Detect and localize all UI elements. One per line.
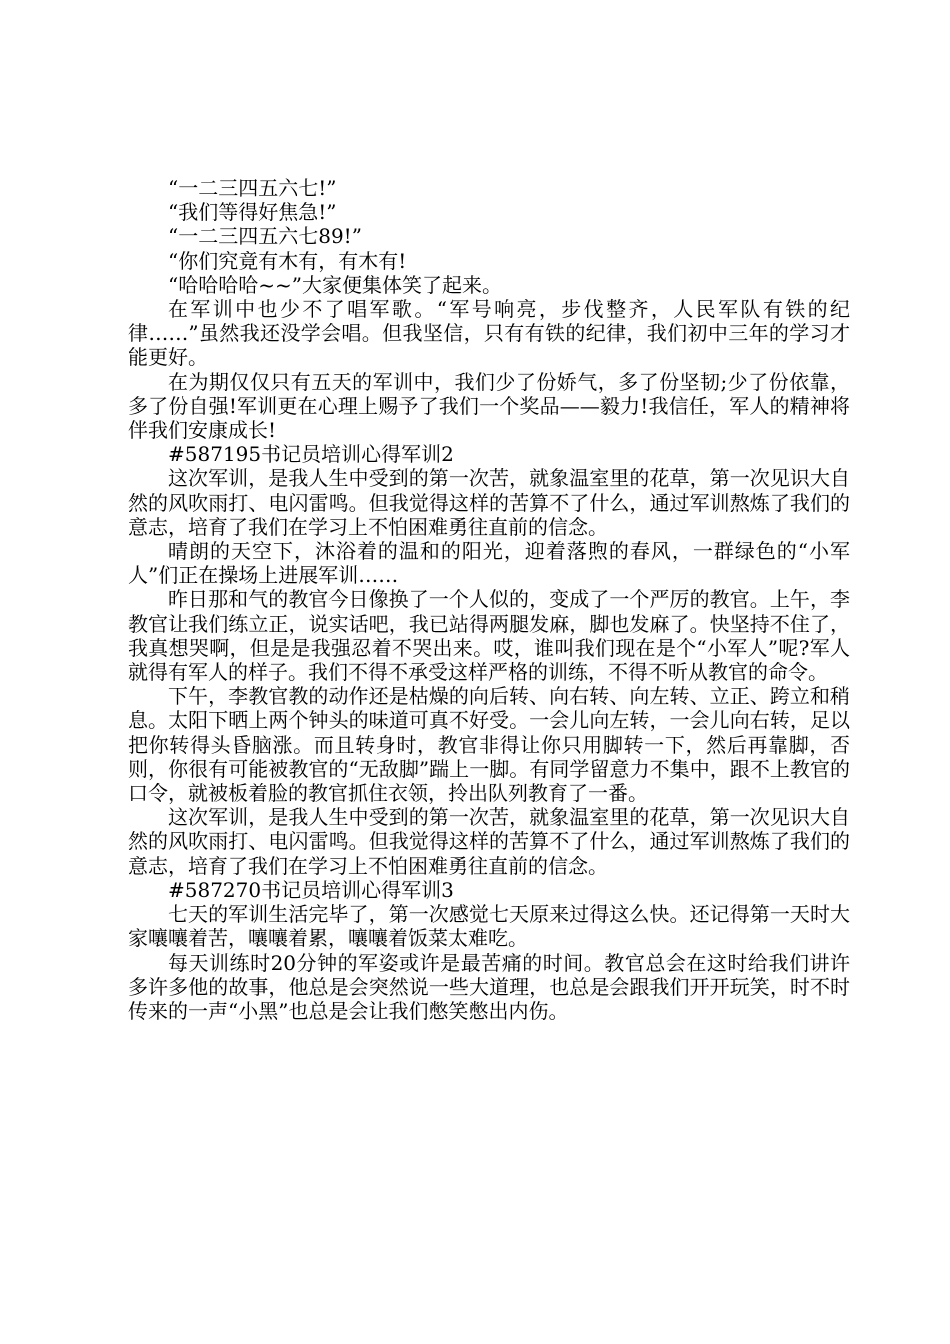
paragraph: “一二三四五六七!” — [168, 176, 337, 200]
section-heading: #587270书记员培训心得军训3 — [168, 877, 454, 902]
paragraph: 下午，李教官教的动作还是枯燥的向后转、向右转、向左转、立正、跨立和稍息。太阳下晒上两个钟头的味道可真不好受。一会儿向左转，一会儿向右转，足以把你转得头昏脑涨。而且转身时，教官非得让你只用脚转一下，然后再靠脚，否则，你很有可能被教官的“无敌脚”踹上一脚。有同学留意力不集中，跟不上教官的口令，就被板着脸的教官抓住衣领，拎出队列教育了一番。 — [128, 684, 850, 806]
paragraph: 七天的军训生活完毕了，第一次感觉七天原来过得这么快。还记得第一天时大家嚷嚷着苦，嚷嚷着累，嚷嚷着饭菜太难吃。 — [128, 902, 850, 951]
paragraph: “哈哈哈哈~~”大家便集体笑了起来。 — [168, 272, 502, 297]
paragraph: 在为期仅仅只有五天的军训中，我们少了份娇气，多了份坚韧;少了份依靠，多了份自强!军训更在心理上赐予了我们一个奖品——毅力!我信任，军人的精神将伴我们安康成长! — [128, 369, 850, 443]
paragraph: 昨日那和气的教官今日像换了一个人似的，变成了一个严厉的教官。上午，李教官让我们练立正，说实话吧，我已站得两腿发麻，脚也发麻了。快坚持不住了，我真想哭啊，但是是我强忍着不哭出来。哎，谁叫我们现在是个“小军人”呢?军人就得有军人的样子。我们不得不承受这样严格的训练，不得不听从教官的命令。 — [128, 587, 850, 685]
paragraph: 这次军训，是我人生中受到的第一次苦，就象温室里的花草，第一次见识大自然的风吹雨打、电闪雷鸣。但我觉得这样的苦算不了什么，通过军训熬炼了我们的意志，培育了我们在学习上不怕困难勇往直前的信念。 — [128, 466, 850, 539]
paragraph: 每天训练时20分钟的军姿或许是最苦痛的时间。教官总会在这时给我们讲许多许多他的故事，他总是会突然说一些大道理，也总是会跟我们开开玩笑，时不时传来的一声“小黑”也总是会让我们憋笑憋出内伤。 — [128, 950, 850, 1023]
paragraph: 在军训中也少不了唱军歌。“军号响亮，步伐整齐，人民军队有铁的纪律……”虽然我还没学会唱。但我坚信，只有有铁的纪律，我们初中三年的学习才能更好。 — [128, 297, 850, 370]
paragraph: 这次军训，是我人生中受到的第一次苦，就象温室里的花草，第一次见识大自然的风吹雨打、电闪雷鸣。但我觉得这样的苦算不了什么，通过军训熬炼了我们的意志，培育了我们在学习上不怕困难勇往直前的信念。 — [128, 805, 850, 878]
paragraph: 晴朗的天空下，沐浴着的温和的阳光，迎着落煦的春风，一群绿色的“小军人”们正在操场上进展军训…… — [128, 539, 850, 588]
document-body — [128, 176, 850, 1023]
paragraph: “你们究竟有木有，有木有! — [168, 248, 407, 273]
paragraph: “一二三四五六七89!” — [168, 224, 362, 249]
paragraph: “我们等得好焦急!” — [168, 200, 337, 225]
section-heading: #587195书记员培训心得军训2 — [168, 442, 454, 467]
